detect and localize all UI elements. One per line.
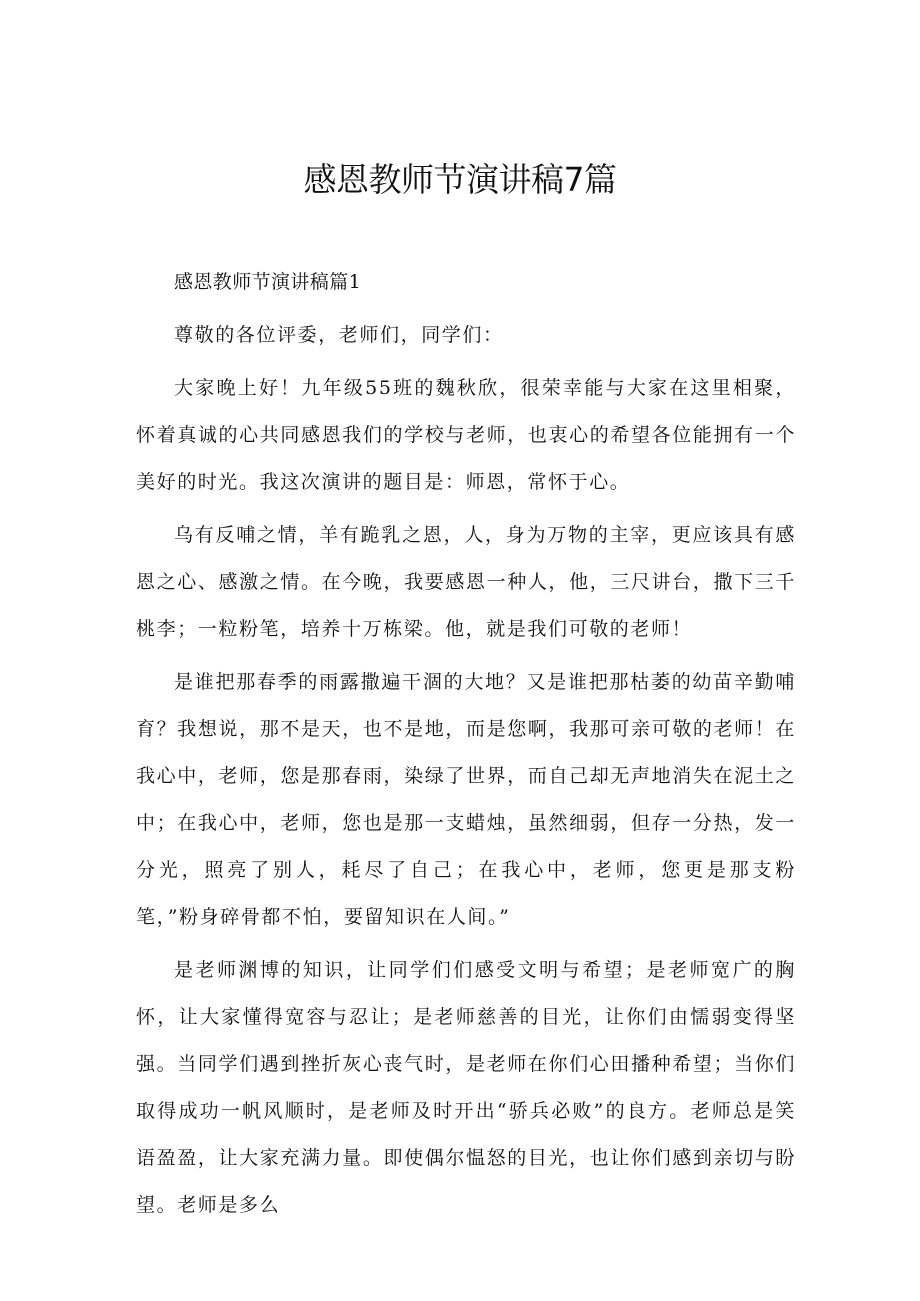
paragraph-greeting: 尊敬的各位评委，老师们，同学们：: [174, 324, 504, 346]
document-title: 感恩教师节演讲稿7篇: [303, 160, 617, 199]
paragraph: 是老师渊博的知识，让同学们们感受文明与希望；是老师宽广的胸怀，让大家懂得宽容与忍让；是老师慈善的目光，让你们由懦弱变得坚强。当同学们遇到挫折灰心丧气时，是老师在你们心田播种希望；当你们取得成功一帆风顺时，是老师及时开出“骄兵必败”的良方。老师总是笑语盈盈，让大家充满力量。即使偶尔愠怒的目光，也让你们感到亲切与盼望。老师是多么: [136, 959, 796, 1216]
paragraph-opening: 大家晚上好！九年级55班的魏秋欣，很荣幸能与大家在这里相聚，怀着真诚的心共同感恩我们的学校与老师，也衷心的希望各位能拥有一个美好的时光。我这次演讲的题目是：师恩，常怀于心。: [136, 377, 796, 493]
paragraph: 乌有反哺之情，羊有跪乳之恩，人，身为万物的主宰，更应该具有感恩之心、感激之情。在今晚，我要感恩一种人，他，三尺讲台，撒下三千桃李；一粒粉笔，培养十万栋梁。他，就是我们可敬的老师！: [136, 524, 796, 640]
paragraph: 是谁把那春季的雨露撒遍干涸的大地？又是谁把那枯萎的幼苗辛勤哺育？我想说，那不是天，也不是地，而是您啊，我那可亲可敬的老师！在我心中，老师，您是那春雨，染绿了世界，而自己却无声地消失在泥土之中；在我心中，老师，您也是那一支蜡烛，虽然细弱，但存一分热，发一分光，照亮了别人，耗尽了自己；在我心中，老师，您更是那支粉笔，”粉身碎骨都不怕，要留知识在人间。”: [136, 671, 796, 928]
section-heading: 感恩教师节演讲稿篇1: [174, 271, 362, 293]
document-body: [136, 259, 796, 1235]
